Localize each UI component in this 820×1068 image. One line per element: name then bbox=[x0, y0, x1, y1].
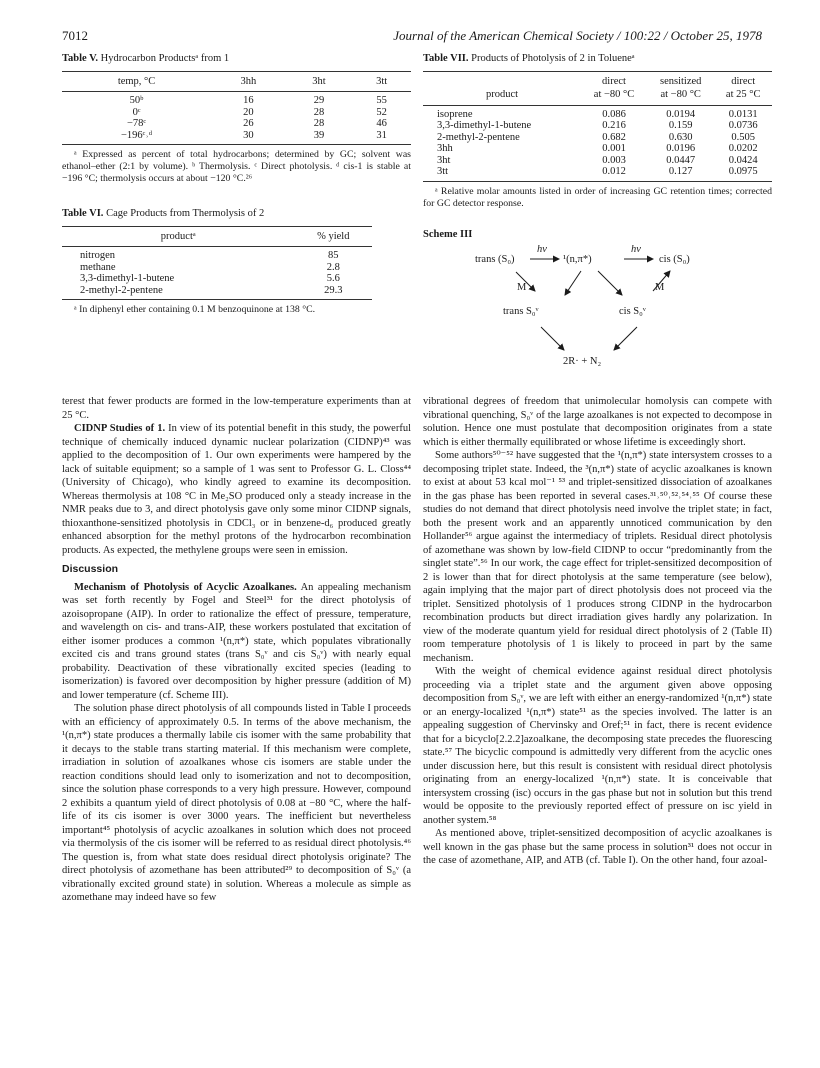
hv-label-1: hν bbox=[537, 244, 547, 255]
paragraph: With the weight of chemical evidence against residual direct photolysis proceeding via a triplet state and the argument given above opposing decomposition from S₀ᵛ, we are left with either an energy-randomized ¹(n,π*) state or an energy-localized ¹(n,π*) state⁵¹ as the species involved. The latter is an appealing suggestion of Chervinsky and Oref;⁵¹ in fact, there is recent evidence that for a bicyclo[2.2.2]azoalkane, the decomposing state precedes the fluorescing state.⁵⁷ The bicyclic compound is admittedly very different from the acyclic ones under discussion here, but this result is consistent with residual direct photolysis originating from an energy-localized ¹(n,π*) state. It is conceivable that intersystem crossing (isc) occurs in the gas phase but not in solution but this trend would be opposite to the previously reported effect of pressure on isc yield in another system.⁵⁸ bbox=[423, 666, 772, 826]
mechanism-heading: Mechanism of Photolysis of Acyclic Azoalkanes. bbox=[74, 581, 297, 593]
paragraph: vibrational degrees of freedom that unimolecular homolysis can compete with vibrational quenching, S₀ᵛ of the large azoalkanes is not expected to decompose in solution. Hence one must postulate that decomposition originates from a state which is either thermally equilibrated or whose lifetime is exceedingly short. bbox=[423, 396, 772, 448]
hv-label-2: hν bbox=[631, 244, 641, 255]
cidnp-heading: CIDNP Studies of 1. bbox=[74, 423, 166, 434]
arrow-npi-cis bbox=[598, 271, 622, 295]
table-row: isoprene 0.086 0.0194 0.0131 bbox=[437, 108, 758, 120]
table-row: −78ᶜ 26 28 46 bbox=[126, 118, 387, 129]
table5-header-cell: 3hh bbox=[211, 71, 286, 92]
paragraph: As mentioned above, triplet-sensitized decomposition of acyclic azoalkanes is well known in the gas phase but the same process in solution³¹ does not occur in the case of azomethane, AIP, and ATB (cf. Table I). On the other hand, four azoal- bbox=[423, 828, 772, 866]
products-label: 2R· + N₂ bbox=[563, 356, 602, 367]
table-row: 3,3-dimethyl-1-butene 5.6 bbox=[80, 273, 340, 284]
table5-header-cell: temp, °C bbox=[62, 71, 211, 92]
cis-s0-label: cis (S₀) bbox=[659, 254, 690, 265]
cis-s0v-label: cis S₀ᵛ bbox=[619, 306, 646, 317]
arrow-npi-trans bbox=[565, 271, 581, 295]
table-row: 3,3-dimethyl-1-butene 0.216 0.159 0.0736 bbox=[437, 120, 758, 131]
left-column-body bbox=[62, 395, 411, 905]
paragraph: Some authors⁵⁰⁻⁵² have suggested that the ¹(n,π*) state intersystem crosses to a decomposing triplet state. Indeed, the ³(n,π*) state of acyclic azoalkanes is known to exist at about 53 kcal mol⁻¹ ⁵³ and triplet-sensitized dissociation of azoalkanes in the gas phase has been reported in several cases.³¹˒⁵⁰˒⁵²˒⁵⁴˒⁵⁵ Of course these studies do not demand that direct photolysis need involve the triplet state; in fact, both the present work and an apparently unnoticed communication by den Hollander⁵⁶ argue against the intermediacy of triplets. Residual direct photolysis of azomethane was shown by low-field CIDNP to occur “predominantly from the singlet state”.⁵⁶ In our work, the cage effect for triplet-sensitized decomposition of 2 is lower than that for direct photolysis at the same temperature (see below), again implying that the major part of direct photolysis does not proceed via the triplet. Sensitized photolysis of 1 produces strong CIDNP in the hydrocarbon recombination products but direct irradiation gives hardly any polarization. In view of the moderate quantum yield for residual direct photolysis of 2 (Table II) room temperature photolysis of 1 is likely to proceed in part by the same mechanism. bbox=[423, 450, 772, 664]
table5-header-cell: 3tt bbox=[352, 71, 411, 92]
table-row: 3ht 0.003 0.0447 0.0424 bbox=[437, 154, 758, 166]
table-row: 3tt 0.012 0.127 0.0975 bbox=[423, 166, 772, 181]
scheme-diagram bbox=[423, 245, 772, 373]
table-row: methane 2.8 bbox=[80, 261, 340, 273]
table-row: 2-methyl-2-pentene 0.682 0.630 0.505 bbox=[437, 131, 755, 143]
trans-s0-label: trans (S₀) bbox=[475, 254, 515, 265]
table6-header-cell: productᵃ bbox=[62, 226, 295, 247]
table7 bbox=[423, 71, 772, 182]
table5 bbox=[62, 71, 411, 146]
table7-header-cell: sensitized at −80 °C bbox=[647, 71, 714, 105]
paragraph-cidnp: CIDNP Studies of 1. In view of its potential benefit in this study, the powerful technique of chemically induced dynamic nuclear polarization (CIDNP)⁴³ was applied to the decomposition of 1. Our own experiments were hampered by the lack of suitable equipment; so a sample of 1 was sent to Professor G. L. Closs⁴⁴ (University of Chicago), who kindly agreed to examine its decomposition. Whereas thermolysis at 108 °C in Me₂SO produced only a steady increase in the NMR peaks due to 3, and direct photolysis gave only some minor CIDNP signals, thioxanthone-sensitized photolysis in CDCl₃ or in benzene-d₆ produced greatly enhanced absorption for the methyl protons of the hydrocarbon recombination products. As expected, the methylene groups were seen in emission. bbox=[62, 423, 412, 556]
table-row: 50ᵇ 16 29 55 bbox=[129, 95, 387, 106]
npi-state-label: ¹(n,π*) bbox=[563, 254, 592, 265]
paragraph: The solution phase direct photolysis of all compounds listed in Table I proceeds with an efficiency of approximately 0.5. In terms of the above mechanism, the ¹(n,π*) state produces a thermally labile cis isomer with the same probability that it decays to the stable trans starting material. If this mechanism were complete, irradiation in solution of azoalkanes whose cis isomers are stable under the reaction conditions should lead only to isomerization and not to decomposition, since the solution phase corresponds to a very high pressure. However, compound 2 exhibits a quantum yield of direct photolysis of 0.08 at −80 °C, where the half-life of its cis isomer is over 3000 years. The inefficient but nevertheless important⁴⁵ photolysis of acyclic azoalkanes in solution which does not proceed via thermolysis of the cis isomer will be referred to as residual direct photolysis.⁴⁶ The question is, from what state does residual direct photolysis originate? The direct photolysis of azomethane has been attributed²⁹ to decomposition of S₀ᵛ (a vibrationally excited ground state) in solution. Whereas a molecule as simple as azomethane may indeed have so few bbox=[62, 703, 411, 903]
table7-header-cell: direct at 25 °C bbox=[714, 71, 772, 105]
table5-caption: Table V. Hydrocarbon Productsᵃ from 1 bbox=[62, 53, 230, 64]
table-row: −196ᶜ˒ᵈ 30 39 31 bbox=[62, 130, 411, 145]
table5-footnote: ᵃ Expressed as percent of total hydrocarbons; determined by GC; solvent was ethanol–ether (2:1 by volume). ᵇ Thermolysis. ᶜ Direct photolysis. ᵈ cis-1 is stable at −196 °C; thermolysis occurs at about −120 °C.²⁶ bbox=[62, 149, 411, 184]
table6-header-cell: % yield bbox=[295, 226, 372, 247]
paragraph: terest that fewer products are formed in the low-temperature experiments than at 25 °C. bbox=[62, 396, 411, 421]
table-row: 0ᶜ 20 28 52 bbox=[132, 106, 387, 118]
table5-header-cell: 3ht bbox=[286, 71, 353, 92]
table7-header-cell: product bbox=[423, 71, 581, 105]
running-header: Journal of the American Chemical Society / 100:22 / October 25, 1978 bbox=[393, 28, 762, 43]
trans-s0v-label: trans S₀ᵛ bbox=[503, 306, 539, 317]
right-column-body bbox=[423, 395, 772, 868]
discussion-heading: Discussion bbox=[62, 563, 119, 575]
table-row: 2-methyl-2-pentene 29.3 bbox=[62, 285, 372, 300]
left-column-tables bbox=[62, 52, 411, 316]
table7-caption: Table VII. Products of Photolysis of 2 in Tolueneᵃ bbox=[423, 53, 635, 64]
table-row: 3hh 0.001 0.0196 0.0202 bbox=[437, 143, 758, 154]
arrow-cis-products bbox=[614, 327, 637, 350]
scheme-label: Scheme III bbox=[423, 228, 473, 240]
table-row: nitrogen 85 bbox=[80, 250, 339, 261]
right-column-tables bbox=[423, 52, 772, 373]
arrow-trans-products bbox=[541, 327, 564, 350]
paragraph-mechanism: Mechanism of Photolysis of Acyclic Azoalkanes. An appealing mechanism was set forth recently by Fogel and Steel³¹ for the direct photolysis of azoisopropane (AIP). In order to rationalize the effect of pressure, temperature, and wavelength on cis- and trans-AIP, these workers postulated that excitation of either isomer produces a common ¹(n,π*) state, which populates vibrationally excited cis and trans ground states (trans S₀ᵛ and cis S₀ᵛ) with nearly equal probability. Deactivation of these vibrationally excited species (leading to isomerization) is favored over decomposition by higher pressure (addition of M) and lower temperature (cf. Scheme III). bbox=[62, 581, 411, 701]
table7-footnote: ᵃ Relative molar amounts listed in order of increasing GC retention times; corrected for GC detector response. bbox=[423, 185, 772, 209]
page-number: 7012 bbox=[62, 28, 88, 43]
table6-footnote: ᵃ In diphenyl ether containing 0.1 M benzoquinone at 138 °C. bbox=[74, 304, 316, 315]
m-left-label: M bbox=[517, 282, 527, 293]
table6-caption: Table VI. Cage Products from Thermolysis of 2 bbox=[62, 208, 265, 219]
table7-header-cell: direct at −80 °C bbox=[581, 71, 647, 105]
table6 bbox=[62, 226, 372, 301]
m-right-label: M bbox=[655, 282, 665, 293]
